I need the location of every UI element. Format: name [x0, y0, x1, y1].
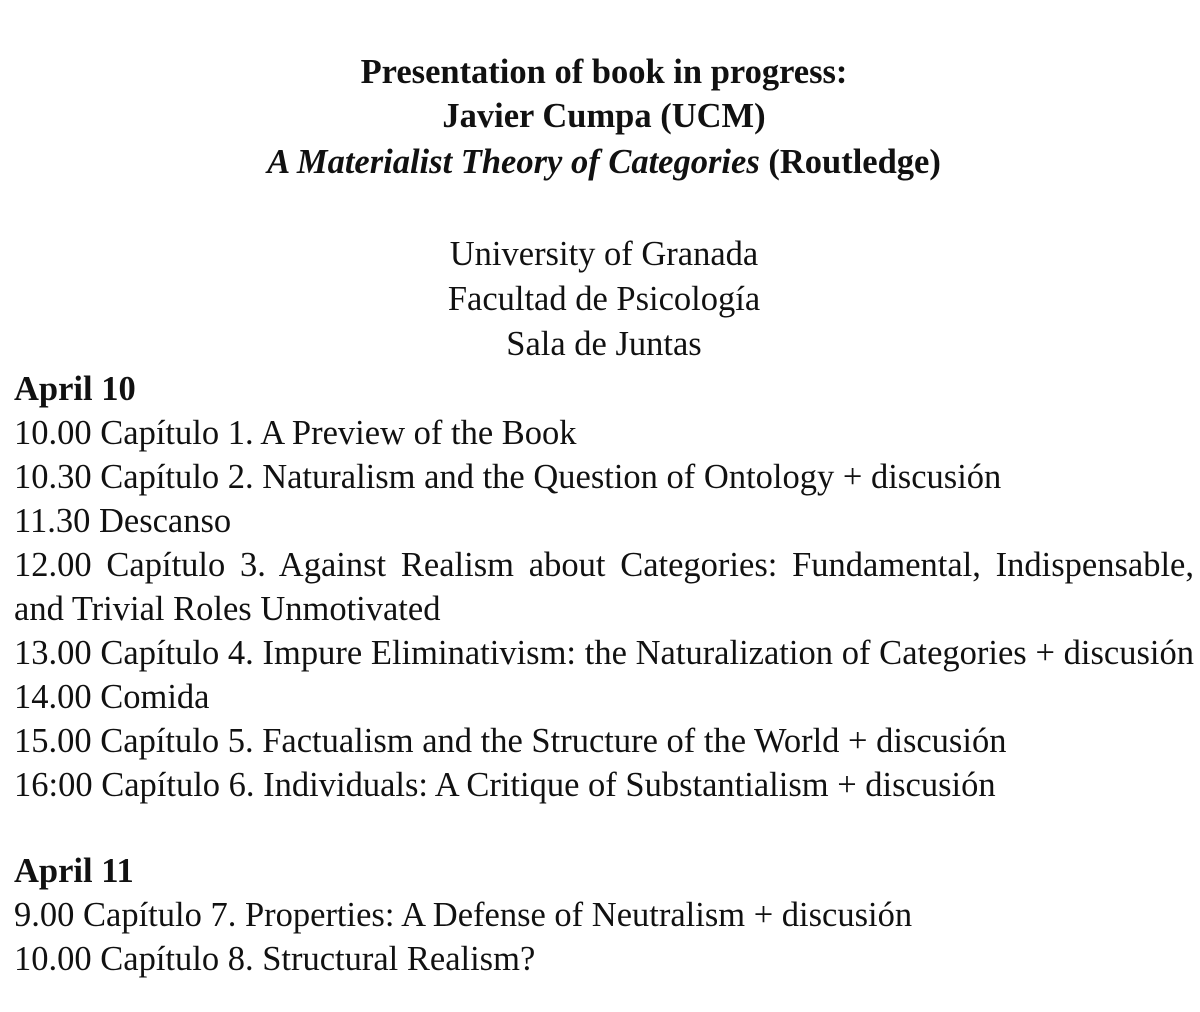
heading-presentation: Presentation of book in progress:: [360, 53, 848, 91]
schedule-item: 10.00 Capítulo 8. Structural Realism?: [14, 940, 536, 978]
schedule-item: 10.30 Capítulo 2. Naturalism and the Question of Ontology + discusión: [14, 458, 1002, 496]
venue-room: Sala de Juntas: [506, 325, 702, 363]
schedule-item: 16:00 Capítulo 6. Individuals: A Critique of Substantialism + discusión: [14, 766, 996, 804]
venue: [14, 232, 1194, 367]
schedule-item: 10.00 Capítulo 1. A Preview of the Book: [14, 414, 577, 452]
schedule-item: 13.00 Capítulo 4. Impure Eliminativism: the Naturalization of Categories + discusión 14.00 Comida: [14, 634, 1194, 716]
day-heading-april-11: April 11: [14, 852, 134, 890]
book-publisher: (Routledge): [759, 143, 941, 181]
venue-university: University of Granada: [449, 235, 759, 273]
venue-faculty: Facultad de Psicología: [447, 280, 761, 318]
schedule-item: 15.00 Capítulo 5. Factualism and the Structure of the World + discusión: [14, 722, 1007, 760]
schedule-item: 12.00 Capítulo 3. Against Realism about Categories: Fundamental, Indispensable, and Trivial Roles Unmotivated: [14, 546, 1194, 628]
book-title: A Materialist Theory of Categories: [267, 143, 760, 181]
heading-author: Javier Cumpa (UCM): [442, 97, 766, 135]
schedule-item: 11.30 Descanso: [14, 502, 232, 540]
schedule-april-10: [14, 411, 1194, 807]
heading-book: [14, 138, 1194, 186]
header: [14, 50, 1194, 186]
schedule-item: 9.00 Capítulo 7. Properties: A Defense of Neutralism + discusión: [14, 896, 913, 934]
day-heading-april-10: April 10: [14, 370, 136, 408]
schedule-april-11: [14, 893, 1194, 981]
program-document: [14, 50, 1194, 981]
